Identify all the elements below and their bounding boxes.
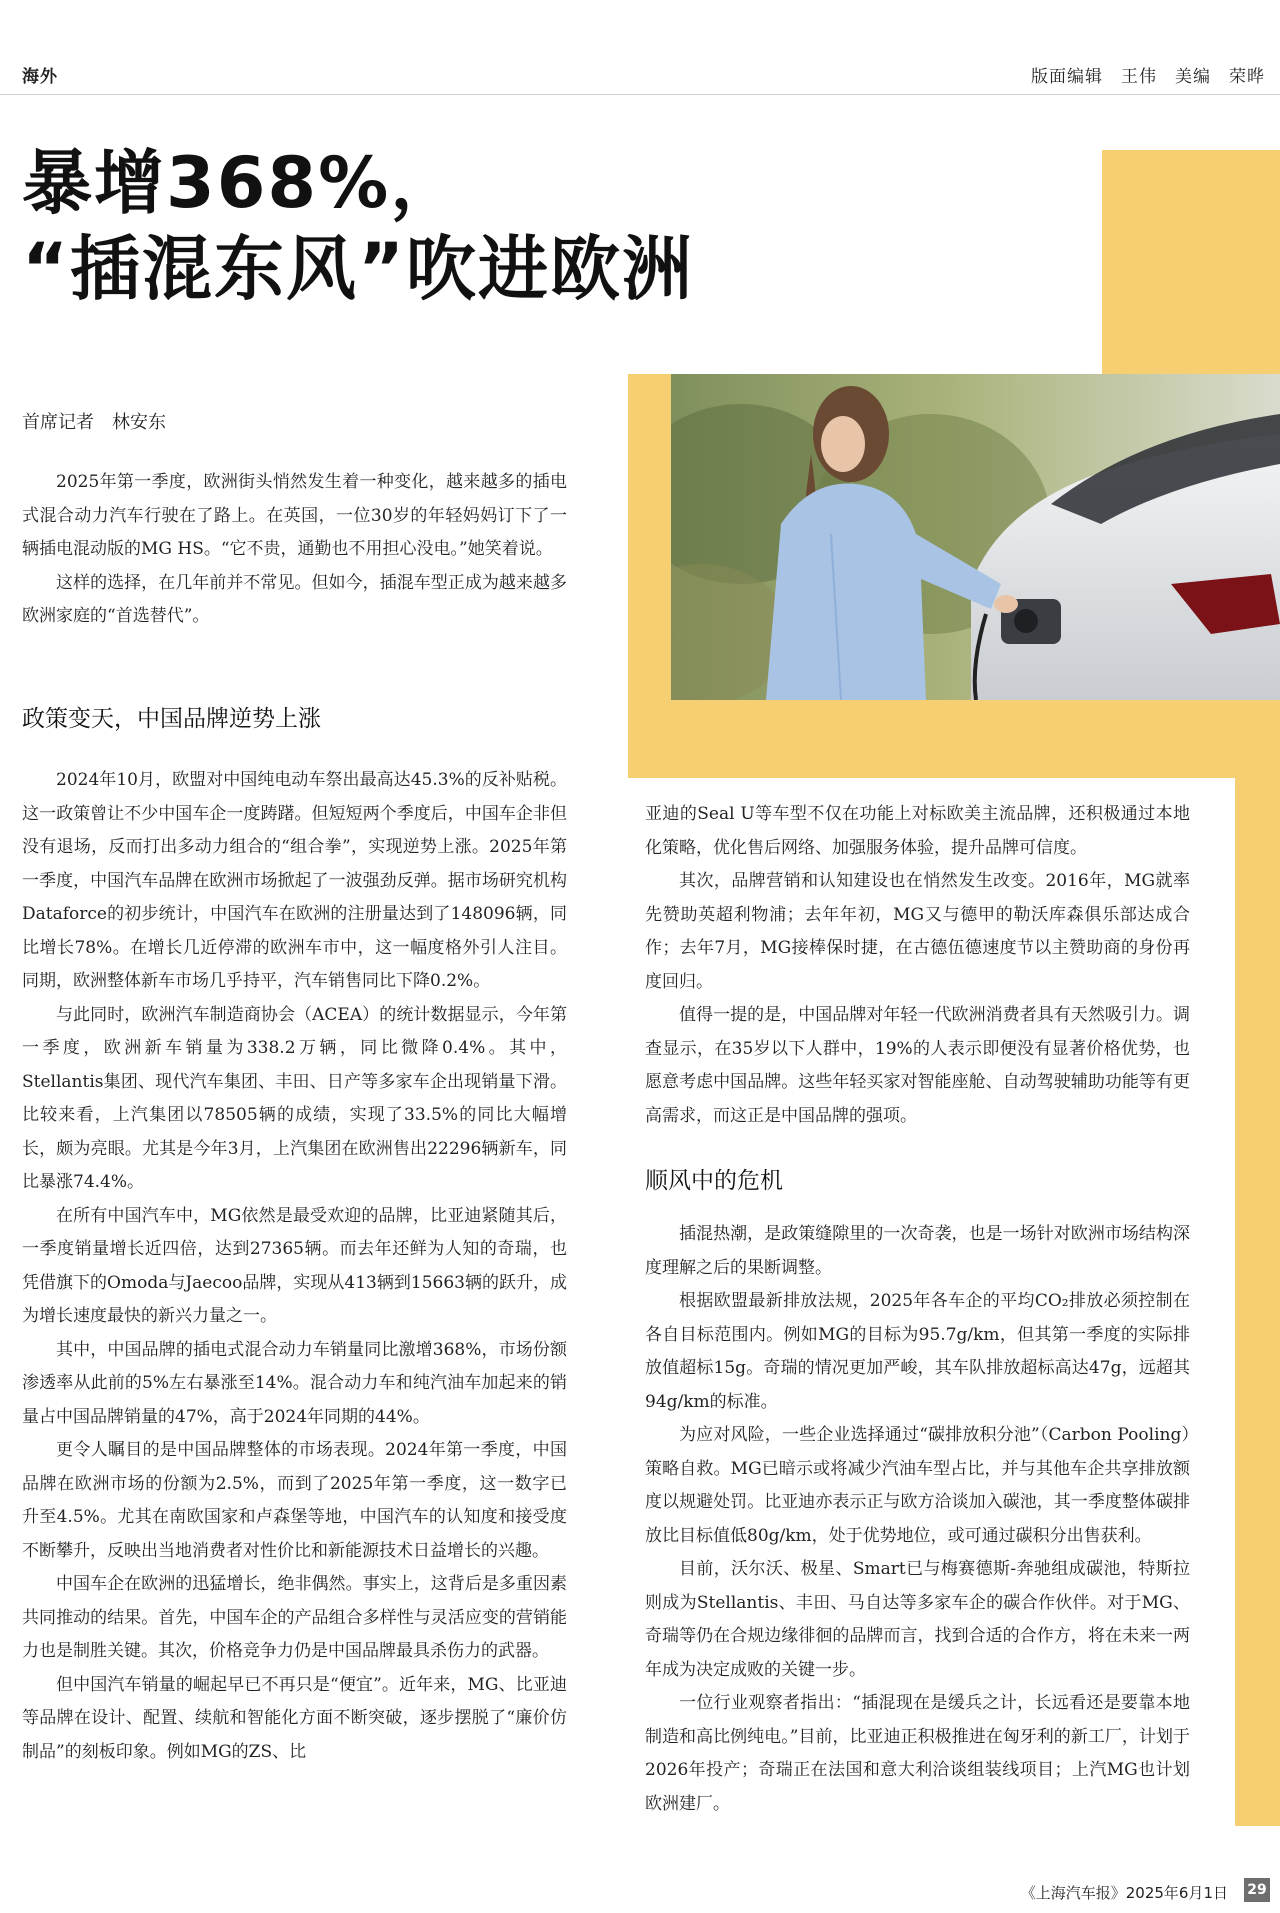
left-column <box>22 466 567 634</box>
intro-paragraph-1: 2025年第一季度，欧洲街头悄然发生着一种变化，越来越多的插电式混合动力汽车行驶在了路上。在英国，一位30岁的年轻妈妈订下了一辆插电混动版的MG HS。“它不贵，通勤也不用担心没电。”她笑着说。 <box>22 472 567 559</box>
photo-woman-charging-car <box>671 374 1280 700</box>
s2-paragraph-1: 插混热潮，是政策缝隙里的一次奇袭，也是一场针对欧洲市场结构深度理解之后的果断调整。 <box>645 1224 1190 1278</box>
s2-paragraph-5: 一位行业观察者指出：“插混现在是缓兵之计，长远看还是要靠本地制造和高比例纯电。”目前，比亚迪正积极推进在匈牙利的新工厂，计划于2026年投产；奇瑞正在法国和意大利洽谈组装线项目；上汽MG也计划欧洲建厂。 <box>645 1693 1190 1814</box>
title-line-1: 暴增368%， <box>22 142 463 224</box>
publication-footer: 《上海汽车报》2025年6月1日 <box>1020 1884 1228 1902</box>
page-number: 29 <box>1244 1878 1270 1902</box>
section1-body <box>22 764 567 1769</box>
section2-heading: 顺风中的危机 <box>645 1168 783 1194</box>
s1-paragraph-6: 中国车企在欧洲的迅猛增长，绝非偶然。事实上，这背后是多重因素共同推动的结果。首先，中国车企的产品组合多样性与灵活应变的营销能力也是制胜关键。其次，价格竞争力仍是中国品牌最具杀伤力的武器。 <box>22 1574 567 1661</box>
article-title <box>22 140 694 312</box>
rc-paragraph-1: 亚迪的Seal U等车型不仅在功能上对标欧美主流品牌，还积极通过本地化策略，优化售后网络、加强服务体验，提升品牌可信度。 <box>645 804 1190 858</box>
s1-paragraph-1: 2024年10月，欧盟对中国纯电动车祭出最高达45.3%的反补贴税。这一政策曾让不少中国车企一度踌躇。但短短两个季度后，中国车企非但没有退场，反而打出多动力组合的“组合拳”，实现逆势上涨。2025年第一季度，中国汽车品牌在欧洲市场掀起了一波强劲反弹。据市场研究机构Dataforce的初步统计，中国汽车在欧洲的注册量达到了148096辆，同比增长78%。在增长几近停滞的欧洲车市中，这一幅度格外引人注目。同期，欧洲整体新车市场几乎持平，汽车销售同比下降0.2%。 <box>22 770 567 991</box>
title-line-2: “插混东风”吹进欧洲 <box>22 228 695 310</box>
header-divider <box>0 94 1280 95</box>
section-label: 海外 <box>22 67 58 87</box>
s1-paragraph-7: 但中国汽车销量的崛起早已不再只是“便宜”。近年来，MG、比亚迪等品牌在设计、配置、续航和智能化方面不断突破，逐步摆脱了“廉价仿制品”的刻板印象。例如MG的ZS、比 <box>22 1674 567 1762</box>
rc-paragraph-3: 值得一提的是，中国品牌对年轻一代欧洲消费者具有天然吸引力。调查显示，在35岁以下人群中，19%的人表示即便没有显著价格优势，也愿意考虑中国品牌。这些年轻买家对智能座舱、自动驾驶辅助功能等有更高需求，而这正是中国品牌的强项。 <box>645 1005 1190 1126</box>
article-photo <box>671 374 1280 700</box>
rc-paragraph-2: 其次，品牌营销和认知建设也在悄然发生改变。2016年，MG就率先赞助英超利物浦；去年年初，MG又与德甲的勒沃库森俱乐部达成合作；去年7月，MG接棒保时捷，在古德伍德速度节以主赞助商的身份再度回归。 <box>645 871 1190 992</box>
section2-body <box>645 1218 1190 1821</box>
s2-paragraph-4: 目前，沃尔沃、极星、Smart已与梅赛德斯-奔驰组成碳池，特斯拉则成为Stellantis、丰田、马自达等多家车企的碳合作伙伴。对于MG、奇瑞等仍在合规边缘徘徊的品牌而言，找到合适的合作方，将在未来一两年成为决定成败的关键一步。 <box>645 1559 1190 1680</box>
s1-paragraph-4: 其中，中国品牌的插电式混合动力车销量同比激增368%，市场份额渗透率从此前的5%左右暴涨至14%。混合动力车和纯汽油车加起来的销量占中国品牌销量的47%，高于2024年同期的44%。 <box>22 1339 567 1427</box>
byline: 首席记者 林安东 <box>22 412 166 433</box>
editor-credits: 版面编辑 王伟 美编 荣晔 <box>1031 67 1265 87</box>
s1-paragraph-2: 与此同时，欧洲汽车制造商协会（ACEA）的统计数据显示，今年第一季度，欧洲新车销量为338.2万辆，同比微降0.4%。其中，Stellantis集团、现代汽车集团、丰田、日产等多家车企出现销量下滑。比较来看，上汽集团以78505辆的成绩，实现了33.5%的同比大幅增长，颇为亮眼。尤其是今年3月，上汽集团在欧洲售出22296辆新车，同比暴涨74.4%。 <box>22 1004 567 1192</box>
s2-paragraph-3: 为应对风险，一些企业选择通过“碳排放积分池”（Carbon Pooling）策略自救。MG已暗示或将减少汽油车型占比，并与其他车企共享排放额度以规避处罚。比亚迪亦表示正与欧方洽谈加入碳池，其一季度整体碳排放比目标值低80g/km，处于优势地位，或可通过碳积分出售获利。 <box>645 1425 1190 1546</box>
accent-block-under-photo <box>628 700 1235 778</box>
accent-bar-top <box>1102 150 1280 374</box>
s2-paragraph-2: 根据欧盟最新排放法规，2025年各车企的平均CO₂排放必须控制在各自目标范围内。例如MG的目标为95.7g/km，但其第一季度的实际排放值超标15g。奇瑞的情况更加严峻，其车队排放超标高达47g，远超其94g/km的标准。 <box>645 1291 1190 1412</box>
s1-paragraph-5: 更令人瞩目的是中国品牌整体的市场表现。2024年第一季度，中国品牌在欧洲市场的份额为2.5%，而到了2025年第一季度，这一数字已升至4.5%。尤其在南欧国家和卢森堡等地，中国汽车的认知度和接受度不断攀升，反映出当地消费者对性价比和新能源技术日益增长的兴趣。 <box>22 1440 567 1561</box>
s1-paragraph-3: 在所有中国汽车中，MG依然是最受欢迎的品牌，比亚迪紧随其后，一季度销量增长近四倍，达到27365辆。而去年还鲜为人知的奇瑞，也凭借旗下的Omoda与Jaecoo品牌，实现从413辆到15663辆的跃升，成为增长速度最快的新兴力量之一。 <box>22 1205 567 1326</box>
right-column-top <box>645 798 1190 1133</box>
accent-block-left-of-photo <box>628 374 671 700</box>
intro-paragraph-2: 这样的选择，在几年前并不常见。但如今，插混车型正成为越来越多欧洲家庭的“首选替代”。 <box>22 572 567 626</box>
section1-heading: 政策变天，中国品牌逆势上涨 <box>22 706 321 732</box>
